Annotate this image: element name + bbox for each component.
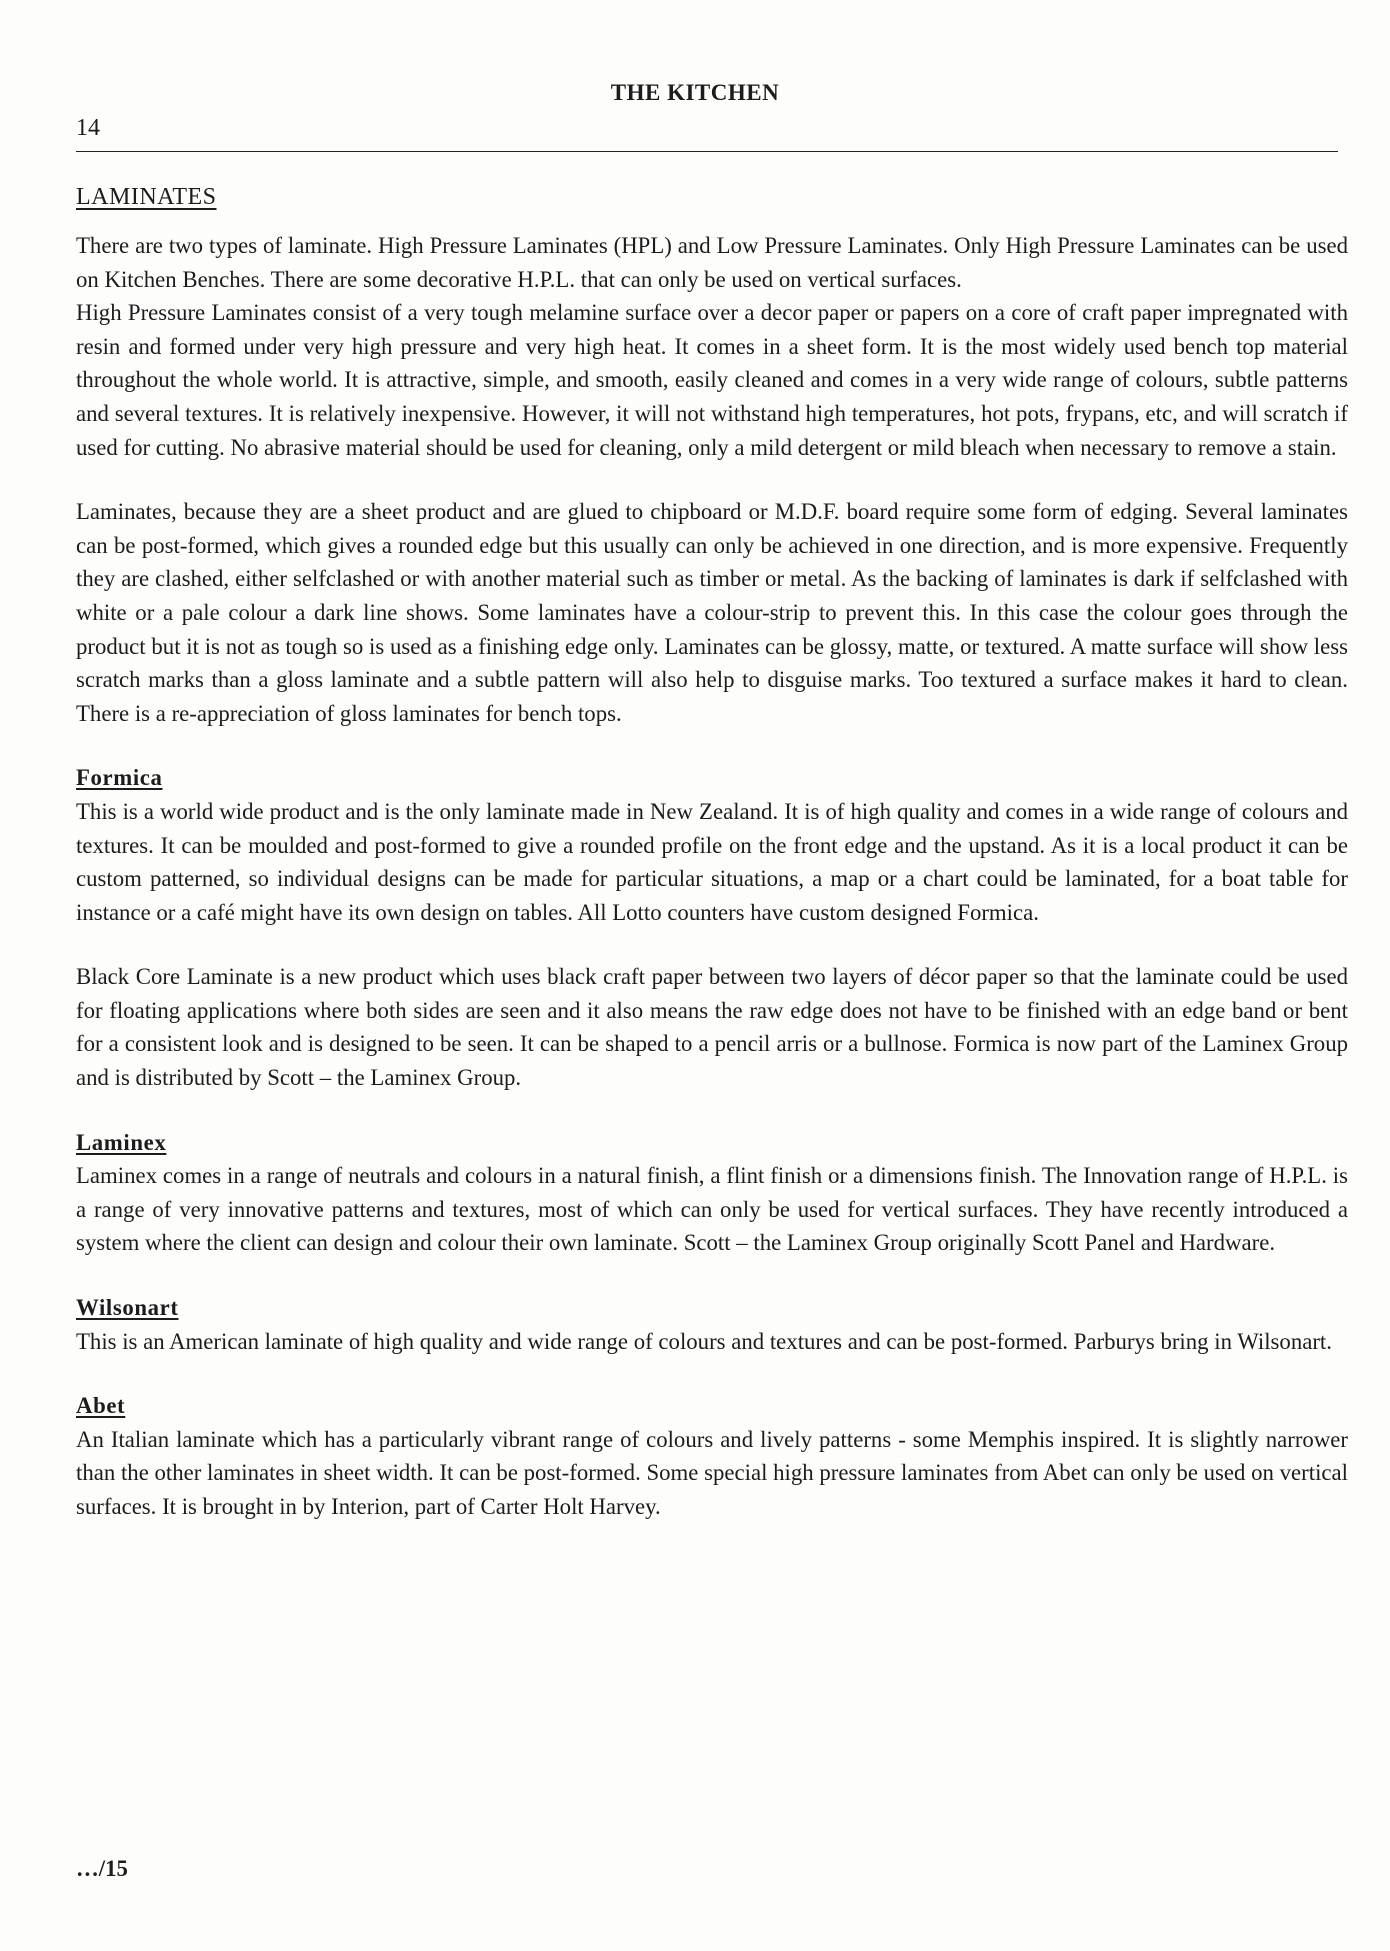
paragraph-intro-types: There are two types of laminate. High Pressure Laminates (HPL) and Low Pressure Laminates. Only High Pressure Laminates can be used on Kitchen Benches. There are some decorative H.P.L. that can only be used on vertical surfaces. bbox=[76, 233, 1348, 292]
paragraph-intro-edging: Laminates, because they are a sheet product and are glued to chipboard or M.D.F. board require some form of edging. Several laminates can be post-formed, which gives a rounded edge but this usually can only be achieved in one direction, and is more expensive. Frequently they are clashed, either selfclashed or with another material such as timber or metal. As the backing of laminates is dark if selfclashed with white or a pale colour a dark line shows. Some laminates have a colour-strip to prevent this. In this case the colour goes through the product but it is not as tough so is used as a finishing edge only. Laminates can be glossy, matte, or textured. A matte surface will show less scratch marks than a gloss laminate and a subtle pattern will also help to disguise marks. Too textured a surface makes it hard to clean. There is a re-appreciation of gloss laminates for bench tops. bbox=[76, 499, 1348, 726]
subheading-laminex: Laminex bbox=[76, 1129, 167, 1155]
subheading-formica: Formica bbox=[76, 765, 163, 791]
paragraph-wilsonart: This is an American laminate of high quality and wide range of colours and textures and can be post-formed. Parburys bring in Wilsonart. bbox=[76, 1328, 1332, 1354]
paragraph-gap bbox=[76, 1095, 1348, 1126]
paragraph-gap bbox=[76, 464, 1348, 495]
subheading-abet: Abet bbox=[76, 1393, 126, 1419]
paragraph-gap bbox=[76, 1260, 1348, 1291]
paragraph-intro-hpl: High Pressure Laminates consist of a very tough melamine surface over a decor paper or papers on a core of craft paper impregnated with resin and formed under very high pressure and very high heat. It comes in a sheet form. It is the most widely used bench top material throughout the whole world. It is attractive, simple, and smooth, easily cleaned and comes in a very wide range of colours, subtle patterns and several textures. It is relatively inexpensive. However, it will not withstand high temperatures, hot pots, frypans, etc, and will scratch if used for cutting. No abrasive material should be used for cleaning, only a mild detergent or mild bleach when necessary to remove a stain. bbox=[76, 300, 1348, 460]
continuation-marker: …/15 bbox=[76, 1856, 128, 1881]
main-content bbox=[76, 180, 1348, 1524]
paragraph-formica: This is a world wide product and is the only laminate made in New Zealand. It is of high quality and comes in a wide range of colours and textures. It can be moulded and post-formed to give a rounded profile on the front edge and the upstand. As it is a local product it can be custom patterned, so individual designs can be made for particular situations, a map or a chart could be laminated, for a boat table for instance or a café might have its own design on tables. All Lotto counters have custom designed Formica. bbox=[76, 798, 1348, 925]
header-rule bbox=[76, 151, 1338, 152]
paragraph-gap bbox=[76, 929, 1348, 960]
paragraph-gap bbox=[76, 1358, 1348, 1389]
paragraph-black-core: Black Core Laminate is a new product which uses black craft paper between two layers of décor paper so that the laminate could be used for floating applications where both sides are seen and it also means the raw edge does not have to be finished with an edge band or bent for a consistent look and is designed to be seen. It can be shaped to a pencil arris or a bullnose. Formica is now part of the Laminex Group and is distributed by Scott – the Laminex Group. bbox=[76, 964, 1348, 1091]
page-number: 14 bbox=[76, 115, 100, 141]
running-header-title: THE KITCHEN bbox=[610, 80, 780, 105]
paragraph-laminex: Laminex comes in a range of neutrals and colours in a natural finish, a flint finish or a dimensions finish. The Innovation range of H.P.L. is a range of very innovative patterns and textures, most of which can only be used for vertical surfaces. They have recently introduced a system where the client can design and colour their own laminate. Scott – the Laminex Group originally Scott Panel and Hardware. bbox=[76, 1163, 1348, 1256]
subheading-wilsonart: Wilsonart bbox=[76, 1295, 179, 1321]
paragraph-abet: An Italian laminate which has a particularly vibrant range of colours and lively patterns - some Memphis inspired. It is slightly narrower than the other laminates in sheet width. It can be post-formed. Some special high pressure laminates from Abet can only be used on vertical surfaces. It is brought in by Interion, part of Carter Holt Harvey. bbox=[76, 1426, 1348, 1519]
section-title: LAMINATES bbox=[76, 184, 217, 210]
paragraph-gap bbox=[76, 730, 1348, 761]
